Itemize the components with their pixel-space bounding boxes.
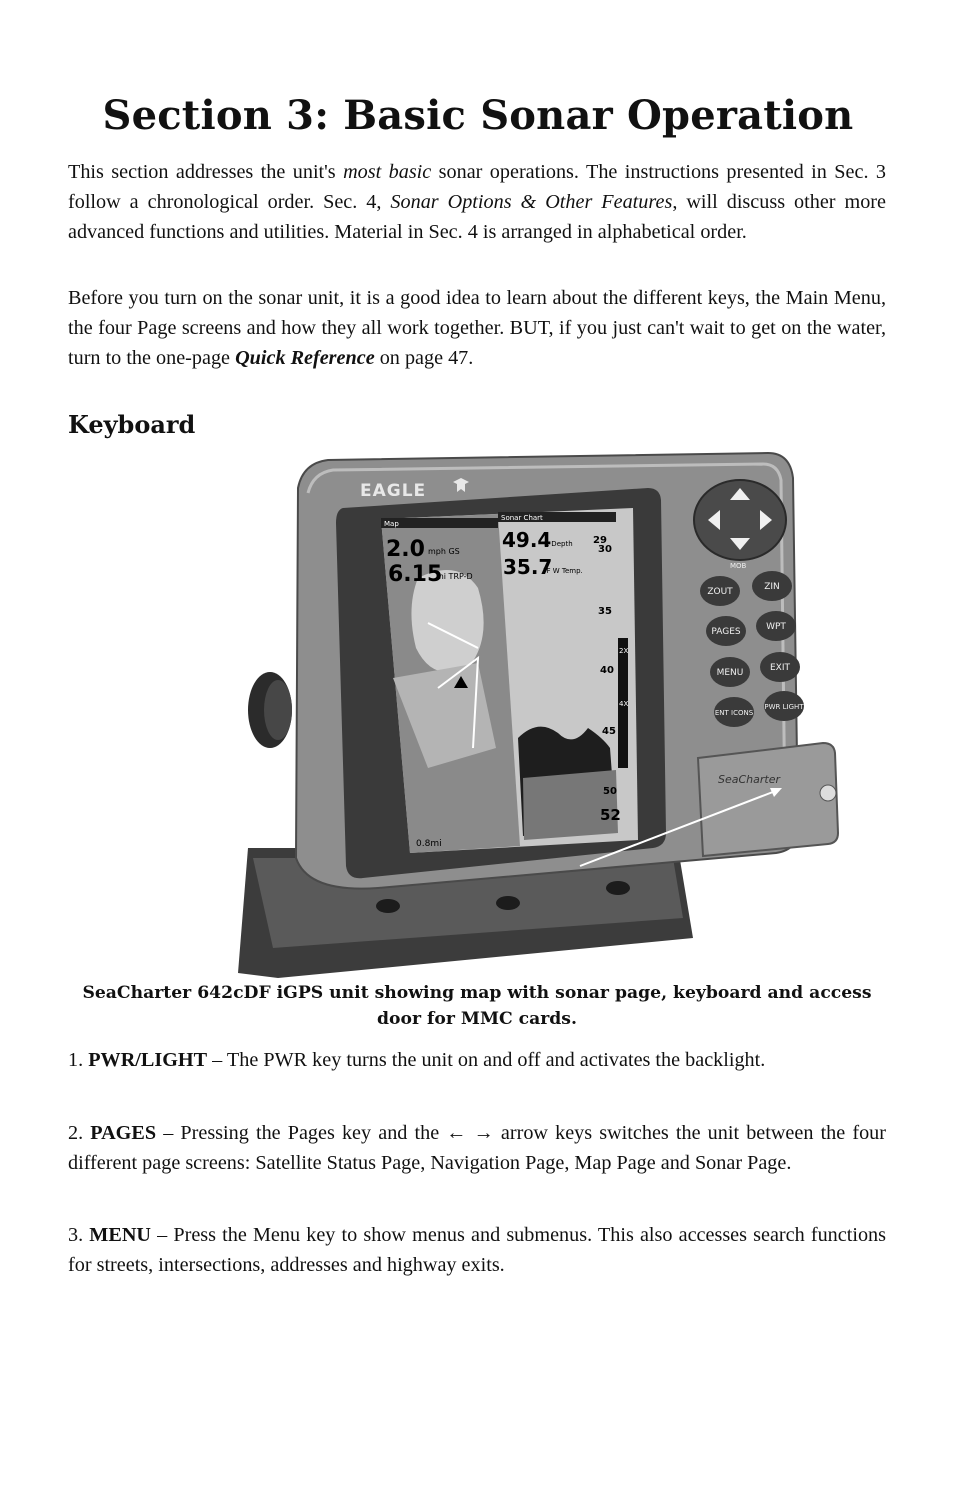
temp-unit: °F W Temp. (543, 567, 583, 575)
wpt-key[interactable]: WPT (766, 622, 786, 632)
figure-caption: SeaCharter 642cDF iGPS unit showing map with sonar page, keyboard and access door for MMC cards. (82, 983, 872, 1029)
menu-key[interactable]: MENU (716, 668, 744, 678)
pages-key[interactable]: PAGES (711, 627, 741, 637)
speed-unit: mph GS (428, 547, 460, 556)
temp-readout: 35.7 (503, 555, 553, 579)
mmc-card-door[interactable] (698, 743, 838, 856)
key-number: 2. (68, 1122, 91, 1144)
map-scale: 0.8mi (416, 839, 442, 849)
emphasis-text: most basic (343, 161, 432, 183)
zoom-mark-4x: 4X (619, 700, 629, 708)
depth-unit: ft Depth (544, 540, 573, 548)
depth-mark-50: 50 (603, 786, 617, 797)
mount-knob (248, 672, 292, 748)
depth-mark-40: 40 (600, 665, 614, 676)
door-latch[interactable] (820, 785, 836, 801)
quick-reference-link: Quick Reference (235, 347, 375, 369)
depth-mark-29: 29 (593, 535, 607, 546)
brand-logo: EAGLE (360, 481, 427, 501)
map-pane-label: Map (384, 520, 399, 528)
intro-paragraph-2 (68, 283, 886, 373)
zin-key[interactable]: ZIN (764, 582, 780, 592)
key-text: – Press the Menu key to show menus and submenus. This also accesses search functions for streets, intersections, addresses and highway exits. (68, 1224, 886, 1276)
intro-text: Before you turn on the sonar unit, it is a good idea to learn about the different keys, the Main Menu, the four Page screens and how they all work together. BUT, if you just can't wait to get on the water, turn to the one-page (68, 287, 886, 369)
arrow-keypad[interactable] (694, 480, 786, 560)
key-name: MENU (89, 1224, 151, 1246)
trip-unit: mi TRP-D (436, 572, 473, 581)
pwr-light-key[interactable]: PWR LIGHT (764, 703, 804, 711)
speed-readout: 2.0 (386, 537, 425, 562)
ent-icons-key[interactable]: ENT ICONS (714, 709, 754, 717)
key-name: PAGES (90, 1122, 157, 1144)
keyboard-heading: Keyboard (68, 410, 196, 439)
door-brand-label: SeaCharter (718, 773, 781, 786)
mob-label: MOB (730, 562, 747, 570)
section-reference: Sonar Options & Other Features (390, 191, 673, 213)
intro-text: sonar operations. The instructions presented in Sec. 3 follow a chronological order. Sec. 4, (68, 161, 887, 213)
zoom-mark-2x: 2X (619, 647, 629, 655)
key-name: PWR/LIGHT (88, 1049, 208, 1071)
key-description-menu (68, 1220, 886, 1280)
intro-text: on page 47. (374, 347, 474, 369)
key-text: – Pressing the Pages key and the ← → arrow keys switches the unit between the four different page screens: Satellite Status Page, Navigation Page, Map Page and Sonar Page. (68, 1122, 886, 1174)
exit-key[interactable]: EXIT (769, 663, 791, 673)
key-description-pwr (68, 1045, 886, 1075)
sonar-pane-label: Sonar Chart (501, 514, 543, 522)
depth-mark-45: 45 (602, 726, 616, 737)
intro-text: This section addresses the unit's (68, 161, 344, 183)
depth-readout: 49.4 (502, 528, 552, 552)
key-description-pages (68, 1118, 886, 1178)
depth-mark-35: 35 (598, 606, 612, 617)
key-number: 1. (68, 1049, 89, 1071)
depth-mark-52: 52 (600, 806, 621, 824)
depth-mark-30: 30 (598, 544, 612, 555)
device-photo (178, 448, 804, 978)
intro-paragraph-1 (68, 157, 886, 247)
trip-readout: 6.15 (388, 562, 443, 587)
display-screen (381, 508, 638, 853)
zout-key[interactable]: ZOUT (707, 587, 733, 597)
intro-text: , will discuss other more advanced functions and utilities. Material in Sec. 4 is arranged in alphabetical order. (68, 191, 886, 243)
key-text: – The PWR key turns the unit on and off and activates the backlight. (207, 1049, 766, 1071)
page-title: Section 3: Basic Sonar Operation (102, 92, 854, 139)
key-number: 3. (68, 1224, 90, 1246)
